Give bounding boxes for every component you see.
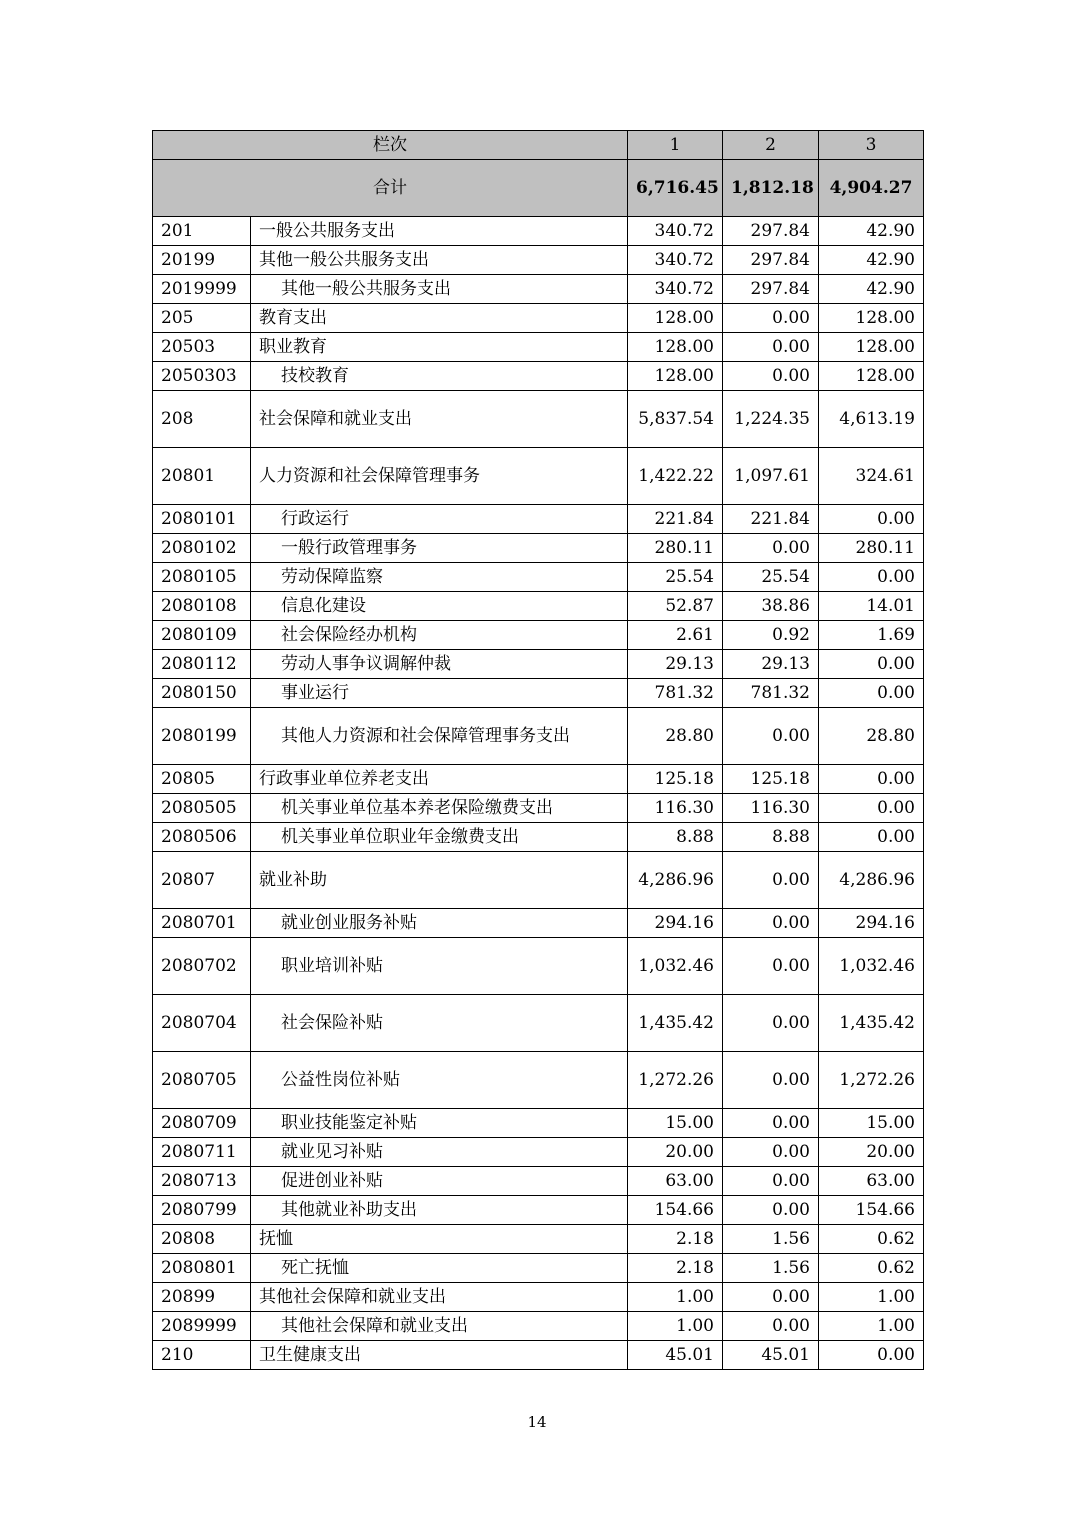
row-name: 职业技能鉴定补贴 <box>251 1109 628 1138</box>
row-code: 2080108 <box>153 592 251 621</box>
row-col3: 1,272.26 <box>819 1052 924 1109</box>
row-name: 教育支出 <box>251 304 628 333</box>
table-row <box>153 333 924 362</box>
row-col3: 0.00 <box>819 563 924 592</box>
row-col1: 340.72 <box>628 246 723 275</box>
row-col1: 116.30 <box>628 794 723 823</box>
table-row <box>153 621 924 650</box>
row-code: 20805 <box>153 765 251 794</box>
row-col3: 0.00 <box>819 794 924 823</box>
row-code: 20503 <box>153 333 251 362</box>
row-col3: 28.80 <box>819 708 924 765</box>
row-name: 技校教育 <box>251 362 628 391</box>
row-col2: 116.30 <box>723 794 819 823</box>
row-col3: 324.61 <box>819 448 924 505</box>
row-col3: 0.00 <box>819 679 924 708</box>
row-col1: 5,837.54 <box>628 391 723 448</box>
row-col2: 297.84 <box>723 275 819 304</box>
row-col2: 0.00 <box>723 304 819 333</box>
row-name: 行政运行 <box>251 505 628 534</box>
total-col1: 6,716.45 <box>628 160 723 217</box>
row-code: 2080801 <box>153 1254 251 1283</box>
row-col3: 280.11 <box>819 534 924 563</box>
table-row <box>153 391 924 448</box>
page-number: 14 <box>527 1413 547 1431</box>
row-col2: 38.86 <box>723 592 819 621</box>
header-col1: 1 <box>628 131 723 160</box>
row-code: 2080505 <box>153 794 251 823</box>
row-col2: 0.00 <box>723 1052 819 1109</box>
row-col1: 4,286.96 <box>628 852 723 909</box>
row-code: 2080709 <box>153 1109 251 1138</box>
table-row <box>153 1254 924 1283</box>
row-col2: 1,224.35 <box>723 391 819 448</box>
table-row <box>153 505 924 534</box>
row-name: 其他人力资源和社会保障管理事务支出 <box>251 708 628 765</box>
row-col2: 1,097.61 <box>723 448 819 505</box>
row-col2: 1.56 <box>723 1254 819 1283</box>
row-name: 公益性岗位补贴 <box>251 1052 628 1109</box>
row-col1: 2.18 <box>628 1254 723 1283</box>
table-row <box>153 1341 924 1370</box>
total-col2: 1,812.18 <box>723 160 819 217</box>
row-name: 一般公共服务支出 <box>251 217 628 246</box>
table-row <box>153 708 924 765</box>
row-code: 208 <box>153 391 251 448</box>
table-row <box>153 995 924 1052</box>
total-col3: 4,904.27 <box>819 160 924 217</box>
row-code: 20808 <box>153 1225 251 1254</box>
row-col1: 1,272.26 <box>628 1052 723 1109</box>
row-name: 其他就业补助支出 <box>251 1196 628 1225</box>
table-row <box>153 1283 924 1312</box>
header-row <box>153 131 924 160</box>
row-col3: 42.90 <box>819 217 924 246</box>
row-col1: 28.80 <box>628 708 723 765</box>
header-label: 栏次 <box>153 131 628 160</box>
row-name: 就业见习补贴 <box>251 1138 628 1167</box>
row-name: 其他社会保障和就业支出 <box>251 1283 628 1312</box>
row-col2: 0.00 <box>723 1283 819 1312</box>
row-col1: 128.00 <box>628 304 723 333</box>
row-code: 2019999 <box>153 275 251 304</box>
row-code: 2080713 <box>153 1167 251 1196</box>
row-name: 机关事业单位职业年金缴费支出 <box>251 823 628 852</box>
row-code: 2080711 <box>153 1138 251 1167</box>
row-name: 劳动保障监察 <box>251 563 628 592</box>
row-col2: 0.92 <box>723 621 819 650</box>
table-row <box>153 563 924 592</box>
row-col1: 2.18 <box>628 1225 723 1254</box>
row-col2: 0.00 <box>723 708 819 765</box>
row-col3: 154.66 <box>819 1196 924 1225</box>
row-code: 2089999 <box>153 1312 251 1341</box>
row-col1: 15.00 <box>628 1109 723 1138</box>
row-col3: 4,613.19 <box>819 391 924 448</box>
row-name: 就业创业服务补贴 <box>251 909 628 938</box>
row-col2: 0.00 <box>723 1109 819 1138</box>
row-code: 2080705 <box>153 1052 251 1109</box>
row-col3: 294.16 <box>819 909 924 938</box>
row-col3: 0.00 <box>819 823 924 852</box>
row-col3: 14.01 <box>819 592 924 621</box>
table-row <box>153 1312 924 1341</box>
table-row <box>153 679 924 708</box>
row-col3: 0.62 <box>819 1225 924 1254</box>
table-row <box>153 275 924 304</box>
total-label: 合计 <box>153 160 628 217</box>
row-col2: 0.00 <box>723 938 819 995</box>
row-col2: 297.84 <box>723 217 819 246</box>
row-code: 20807 <box>153 852 251 909</box>
row-name: 卫生健康支出 <box>251 1341 628 1370</box>
row-col2: 25.54 <box>723 563 819 592</box>
row-col1: 128.00 <box>628 362 723 391</box>
budget-expenditure-table <box>152 130 924 1370</box>
row-code: 2080150 <box>153 679 251 708</box>
row-col1: 52.87 <box>628 592 723 621</box>
row-name: 行政事业单位养老支出 <box>251 765 628 794</box>
row-col1: 29.13 <box>628 650 723 679</box>
row-code: 20801 <box>153 448 251 505</box>
row-name: 社会保险经办机构 <box>251 621 628 650</box>
row-col3: 63.00 <box>819 1167 924 1196</box>
row-col3: 1.69 <box>819 621 924 650</box>
row-col3: 128.00 <box>819 304 924 333</box>
table-row <box>153 217 924 246</box>
table-row <box>153 362 924 391</box>
row-col1: 1.00 <box>628 1283 723 1312</box>
row-col1: 2.61 <box>628 621 723 650</box>
row-col3: 42.90 <box>819 246 924 275</box>
table-row <box>153 794 924 823</box>
row-name: 其他社会保障和就业支出 <box>251 1312 628 1341</box>
table-row <box>153 1167 924 1196</box>
table-row <box>153 592 924 621</box>
row-name: 社会保险补贴 <box>251 995 628 1052</box>
row-code: 210 <box>153 1341 251 1370</box>
row-name: 事业运行 <box>251 679 628 708</box>
row-col1: 280.11 <box>628 534 723 563</box>
table-row <box>153 448 924 505</box>
row-col3: 0.00 <box>819 505 924 534</box>
row-col2: 125.18 <box>723 765 819 794</box>
row-col2: 8.88 <box>723 823 819 852</box>
header-col3: 3 <box>819 131 924 160</box>
table-row <box>153 650 924 679</box>
row-col2: 0.00 <box>723 1167 819 1196</box>
row-col3: 0.00 <box>819 765 924 794</box>
row-code: 2080704 <box>153 995 251 1052</box>
table-row <box>153 823 924 852</box>
row-code: 2080199 <box>153 708 251 765</box>
row-code: 2080109 <box>153 621 251 650</box>
table-row <box>153 246 924 275</box>
row-col1: 1.00 <box>628 1312 723 1341</box>
row-col3: 42.90 <box>819 275 924 304</box>
row-col1: 20.00 <box>628 1138 723 1167</box>
row-col2: 0.00 <box>723 852 819 909</box>
row-col3: 1,032.46 <box>819 938 924 995</box>
table-row <box>153 1052 924 1109</box>
table-row <box>153 909 924 938</box>
row-name: 就业补助 <box>251 852 628 909</box>
row-name: 职业教育 <box>251 333 628 362</box>
row-col3: 4,286.96 <box>819 852 924 909</box>
row-col2: 781.32 <box>723 679 819 708</box>
row-name: 死亡抚恤 <box>251 1254 628 1283</box>
row-col3: 128.00 <box>819 362 924 391</box>
table-row <box>153 1138 924 1167</box>
row-code: 2080112 <box>153 650 251 679</box>
row-code: 2080701 <box>153 909 251 938</box>
row-code: 2050303 <box>153 362 251 391</box>
row-col2: 0.00 <box>723 1138 819 1167</box>
row-name: 信息化建设 <box>251 592 628 621</box>
table-row <box>153 534 924 563</box>
table-row <box>153 1109 924 1138</box>
row-col1: 294.16 <box>628 909 723 938</box>
row-col2: 297.84 <box>723 246 819 275</box>
row-col1: 45.01 <box>628 1341 723 1370</box>
row-col3: 128.00 <box>819 333 924 362</box>
row-col1: 125.18 <box>628 765 723 794</box>
row-col3: 1,435.42 <box>819 995 924 1052</box>
row-code: 2080506 <box>153 823 251 852</box>
row-col1: 25.54 <box>628 563 723 592</box>
row-col1: 154.66 <box>628 1196 723 1225</box>
table-row <box>153 938 924 995</box>
row-col2: 0.00 <box>723 333 819 362</box>
row-col1: 781.32 <box>628 679 723 708</box>
row-name: 其他一般公共服务支出 <box>251 246 628 275</box>
row-col1: 221.84 <box>628 505 723 534</box>
row-col1: 8.88 <box>628 823 723 852</box>
row-code: 2080702 <box>153 938 251 995</box>
row-col3: 0.00 <box>819 650 924 679</box>
row-name: 一般行政管理事务 <box>251 534 628 563</box>
row-col2: 1.56 <box>723 1225 819 1254</box>
table-row <box>153 1196 924 1225</box>
row-col1: 128.00 <box>628 333 723 362</box>
row-col1: 1,032.46 <box>628 938 723 995</box>
row-col2: 0.00 <box>723 1312 819 1341</box>
row-col2: 0.00 <box>723 1196 819 1225</box>
row-name: 劳动人事争议调解仲裁 <box>251 650 628 679</box>
row-col2: 45.01 <box>723 1341 819 1370</box>
header-col2: 2 <box>723 131 819 160</box>
row-col3: 15.00 <box>819 1109 924 1138</box>
row-col3: 1.00 <box>819 1283 924 1312</box>
row-name: 其他一般公共服务支出 <box>251 275 628 304</box>
row-code: 20199 <box>153 246 251 275</box>
row-col1: 340.72 <box>628 217 723 246</box>
row-col3: 0.00 <box>819 1341 924 1370</box>
row-col1: 1,422.22 <box>628 448 723 505</box>
row-code: 2080101 <box>153 505 251 534</box>
total-row <box>153 160 924 217</box>
row-col3: 0.62 <box>819 1254 924 1283</box>
table-row <box>153 852 924 909</box>
row-col3: 1.00 <box>819 1312 924 1341</box>
row-col2: 0.00 <box>723 362 819 391</box>
row-code: 205 <box>153 304 251 333</box>
row-col2: 0.00 <box>723 909 819 938</box>
row-name: 人力资源和社会保障管理事务 <box>251 448 628 505</box>
row-code: 20899 <box>153 1283 251 1312</box>
row-code: 2080102 <box>153 534 251 563</box>
row-code: 201 <box>153 217 251 246</box>
row-col2: 221.84 <box>723 505 819 534</box>
row-name: 促进创业补贴 <box>251 1167 628 1196</box>
row-col2: 0.00 <box>723 534 819 563</box>
row-code: 2080799 <box>153 1196 251 1225</box>
row-name: 抚恤 <box>251 1225 628 1254</box>
table-row <box>153 1225 924 1254</box>
row-col1: 1,435.42 <box>628 995 723 1052</box>
row-col1: 63.00 <box>628 1167 723 1196</box>
table-row <box>153 304 924 333</box>
row-col3: 20.00 <box>819 1138 924 1167</box>
row-name: 社会保障和就业支出 <box>251 391 628 448</box>
row-code: 2080105 <box>153 563 251 592</box>
row-col2: 29.13 <box>723 650 819 679</box>
table-row <box>153 765 924 794</box>
row-name: 机关事业单位基本养老保险缴费支出 <box>251 794 628 823</box>
row-name: 职业培训补贴 <box>251 938 628 995</box>
row-col1: 340.72 <box>628 275 723 304</box>
row-col2: 0.00 <box>723 995 819 1052</box>
